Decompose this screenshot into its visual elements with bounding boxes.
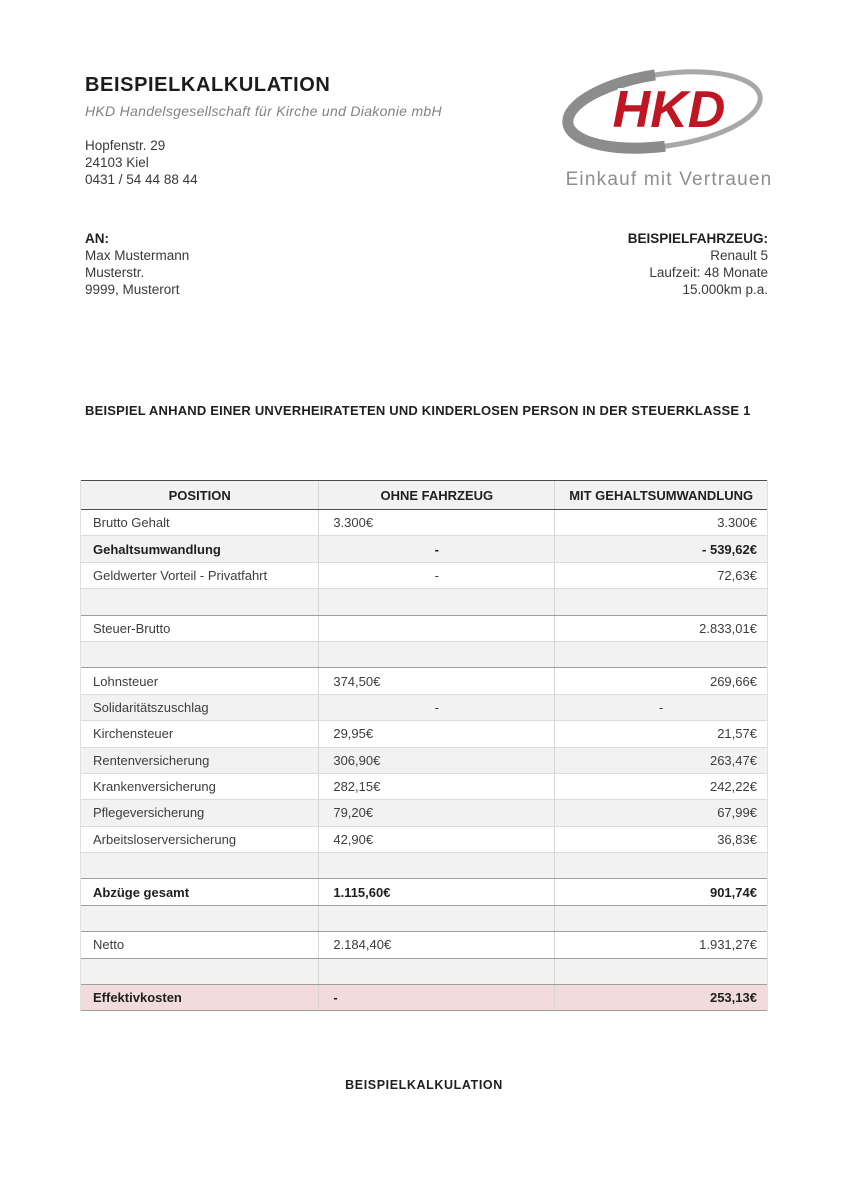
cell-ohne-fahrzeug [318, 616, 554, 641]
hkd-logo [558, 64, 780, 191]
cell-mit-gehaltsumwandlung: 21,57€ [554, 721, 767, 746]
column-header-mit-gehaltsumwandlung: MIT GEHALTSUMWANDLUNG [554, 481, 767, 509]
cell-mit-gehaltsumwandlung: 269,66€ [554, 668, 767, 693]
vehicle-label: BEISPIELFAHRZEUG: [627, 231, 768, 246]
calculation-table [80, 480, 768, 1011]
logo-text: HKD [612, 81, 726, 139]
cell-position: Rentenversicherung [93, 752, 210, 768]
table-row [81, 748, 767, 774]
table-spacer-row [81, 853, 767, 879]
section-heading: BEISPIEL ANHAND EINER UNVERHEIRATETEN UND KINDERLOSEN PERSON IN DER STEUERKLASSE 1 [85, 403, 751, 418]
recipient-label: AN: [85, 231, 109, 246]
phone-line: 0431 / 54 44 88 44 [85, 172, 198, 187]
table-row [81, 563, 767, 589]
cell-ohne-fahrzeug: 282,15€ [318, 774, 554, 799]
vehicle-block [628, 230, 768, 298]
cell-position: Solidaritätszuschlag [93, 699, 209, 715]
cell-mit-gehaltsumwandlung: 2.833,01€ [554, 616, 767, 641]
cell-mit-gehaltsumwandlung: 253,13€ [554, 985, 767, 1010]
cell-ohne-fahrzeug [318, 853, 554, 878]
table-row [81, 616, 767, 642]
recipient-line: Max Mustermann [85, 248, 190, 263]
cell-mit-gehaltsumwandlung: - [554, 695, 767, 720]
vehicle-line: Renault 5 [710, 248, 768, 263]
table-spacer-row [81, 906, 767, 932]
cell-mit-gehaltsumwandlung: 36,83€ [554, 827, 767, 852]
cell-position: Abzüge gesamt [93, 884, 190, 900]
cell-ohne-fahrzeug: - [318, 695, 554, 720]
cell-ohne-fahrzeug: 42,90€ [318, 827, 554, 852]
table-spacer-row [81, 642, 767, 668]
cell-position: Pflegeversicherung [93, 805, 205, 821]
table-row [81, 536, 767, 562]
table-spacer-row [81, 589, 767, 615]
cell-position [81, 959, 318, 984]
recipient-line: 9999, Musterort [85, 282, 180, 297]
table-row [81, 695, 767, 721]
cell-position: Krankenversicherung [93, 779, 216, 795]
header-block [85, 74, 442, 188]
cell-mit-gehaltsumwandlung: 263,47€ [554, 748, 767, 773]
table-row [81, 721, 767, 747]
table-row [81, 774, 767, 800]
cell-position: Gehaltsumwandlung [93, 541, 221, 557]
address-line: 24103 Kiel [85, 155, 149, 170]
cell-mit-gehaltsumwandlung [554, 589, 767, 614]
cell-ohne-fahrzeug: - [318, 563, 554, 588]
cell-mit-gehaltsumwandlung [554, 642, 767, 667]
cell-position: Brutto Gehalt [93, 515, 170, 531]
cell-ohne-fahrzeug [318, 589, 554, 614]
hkd-logo-icon [558, 64, 780, 160]
cell-ohne-fahrzeug: 1.115,60€ [318, 879, 554, 904]
cell-ohne-fahrzeug: - [318, 985, 554, 1010]
cell-position: Effektivkosten [93, 990, 182, 1006]
cell-position: Geldwerter Vorteil - Privatfahrt [93, 567, 268, 583]
cell-ohne-fahrzeug [318, 906, 554, 931]
column-header-ohne-fahrzeug: OHNE FAHRZEUG [318, 481, 554, 509]
page-title: BEISPIELKALKULATION [85, 74, 331, 96]
cell-position [81, 589, 318, 614]
page-footer: BEISPIELKALKULATION [345, 1078, 503, 1092]
cell-ohne-fahrzeug: 29,95€ [318, 721, 554, 746]
cell-position: Lohnsteuer [93, 673, 159, 689]
company-subtitle: HKD Handelsgesellschaft für Kirche und Diakonie mbH [85, 103, 442, 119]
cell-position: Steuer-Brutto [93, 620, 171, 636]
table-spacer-row [81, 959, 767, 985]
table-row [81, 985, 767, 1011]
recipient-block [85, 230, 189, 298]
cell-mit-gehaltsumwandlung: - 539,62€ [554, 536, 767, 561]
cell-ohne-fahrzeug: 3.300€ [318, 510, 554, 535]
column-header-position: POSITION [168, 487, 231, 503]
address-line: Hopfenstr. 29 [85, 138, 166, 153]
cell-mit-gehaltsumwandlung [554, 906, 767, 931]
table-row [81, 932, 767, 958]
cell-position [81, 853, 318, 878]
vehicle-line: 15.000km p.a. [682, 282, 768, 297]
cell-ohne-fahrzeug: 79,20€ [318, 800, 554, 825]
cell-ohne-fahrzeug: 374,50€ [318, 668, 554, 693]
cell-position: Arbeitsloserversicherung [93, 831, 237, 847]
logo-tagline: Einkauf mit Vertrauen [565, 169, 773, 190]
cell-position [81, 906, 318, 931]
table-row [81, 800, 767, 826]
cell-position [81, 642, 318, 667]
cell-ohne-fahrzeug: 2.184,40€ [318, 932, 554, 957]
cell-mit-gehaltsumwandlung: 72,63€ [554, 563, 767, 588]
recipient-line: Musterstr. [85, 265, 145, 280]
cell-mit-gehaltsumwandlung: 1.931,27€ [554, 932, 767, 957]
table-row [81, 668, 767, 694]
cell-ohne-fahrzeug [318, 959, 554, 984]
vehicle-line: Laufzeit: 48 Monate [649, 265, 768, 280]
cell-mit-gehaltsumwandlung: 901,74€ [554, 879, 767, 904]
table-header-row [81, 480, 767, 510]
cell-mit-gehaltsumwandlung: 242,22€ [554, 774, 767, 799]
table-row [81, 827, 767, 853]
parties-section [85, 230, 768, 298]
cell-mit-gehaltsumwandlung: 3.300€ [554, 510, 767, 535]
cell-ohne-fahrzeug: - [318, 536, 554, 561]
table-row [81, 510, 767, 536]
cell-mit-gehaltsumwandlung [554, 853, 767, 878]
cell-mit-gehaltsumwandlung [554, 959, 767, 984]
cell-position: Kirchensteuer [93, 726, 174, 742]
cell-position: Netto [93, 937, 125, 953]
table-row [81, 879, 767, 905]
cell-ohne-fahrzeug: 306,90€ [318, 748, 554, 773]
company-address [85, 137, 442, 188]
cell-mit-gehaltsumwandlung: 67,99€ [554, 800, 767, 825]
cell-ohne-fahrzeug [318, 642, 554, 667]
